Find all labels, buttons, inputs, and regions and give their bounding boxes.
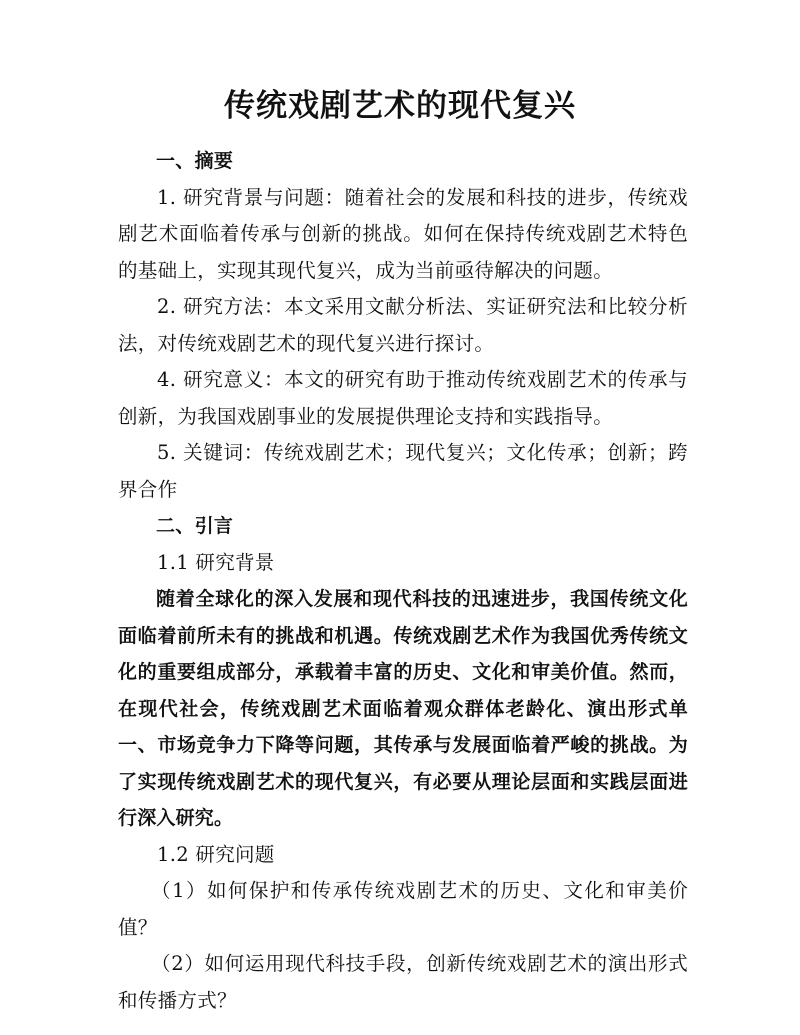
subsection-heading-questions: 1.2 研究问题 <box>157 842 275 866</box>
abstract-paragraph-background: 1. 研究背景与问题：随着社会的发展和科技的进步，传统戏剧艺术面临着传承与创新的挑战。如何在保持传统戏剧艺术特色的基础上，实现其现代复兴，成为当前亟待解决的问题。 <box>118 185 688 282</box>
research-question-1: （1）如何保护和传承传统戏剧艺术的历史、文化和审美价值？ <box>118 879 688 939</box>
abstract-paragraph-method: 2. 研究方法：本文采用文献分析法、实证研究法和比较分析法，对传统戏剧艺术的现代复兴进行探讨。 <box>118 295 688 355</box>
abstract-paragraph-keywords: 5. 关键词：传统戏剧艺术；现代复兴；文化传承；创新；跨界合作 <box>118 441 688 501</box>
section-heading-intro: 二、引言 <box>156 515 234 537</box>
section-heading-abstract: 一、摘要 <box>156 150 234 172</box>
intro-paragraph-background: 随着全球化的深入发展和现代科技的迅速进步，我国传统文化面临着前所未有的挑战和机遇。传统戏剧艺术作为我国优秀传统文化的重要组成部分，承载着丰富的历史、文化和审美价值。然而，在现代社会，传统戏剧艺术面临着观众群体老龄化、演出形式单一、市场竞争力下降等问题，其传承与发展面临着严峻的挑战。为了实现传统戏剧艺术的现代复兴，有必要从理论层面和实践层面进行深入研究。 <box>118 588 688 829</box>
subsection-heading-background: 1.1 研究背景 <box>157 550 275 574</box>
research-question-2: （2）如何运用现代科技手段，创新传统戏剧艺术的演出形式和传播方式？ <box>118 952 688 1012</box>
document-title: 传统戏剧艺术的现代复兴 <box>224 88 576 124</box>
abstract-paragraph-significance: 4. 研究意义：本文的研究有助于推动传统戏剧艺术的传承与创新，为我国戏剧事业的发展提供理论支持和实践指导。 <box>118 368 688 428</box>
document-body <box>118 143 688 1019</box>
